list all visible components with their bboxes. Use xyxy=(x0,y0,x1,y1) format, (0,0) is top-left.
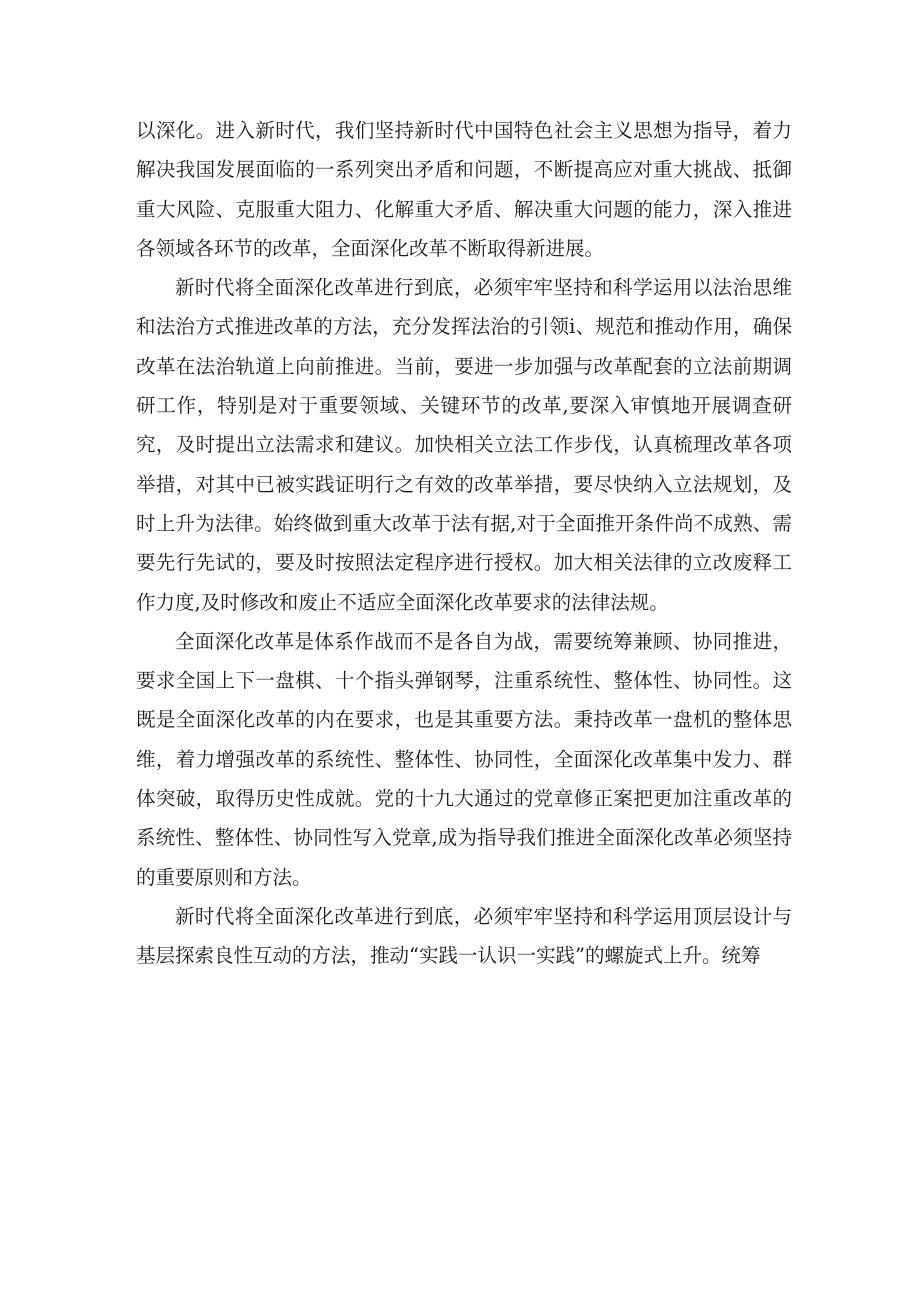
paragraph-3: 全面深化改革是体系作战而不是各自为战，需要统筹兼顾、协同推进，要求全国上下一盘棋、十个指头弹钢琴，注重系统性、整体性、协同性。这既是全面深化改革的内在要求，也是其重要方法。秉持改革一盘机的整体思维，着力增强改革的系统性、整体性、协同性，全面深化改革集中发力、群体突破，取得历史性成就。党的十九大通过的党章修正案把更加注重改革的系统性、整体性、协同性写入党章,成为指导我们推进全面深化改革必须坚持的重要原则和方法。 xyxy=(136,629,792,889)
paragraph-4: 新时代将全面深化改革进行到底，必须牢牢坚持和科学运用顶层设计与基层探索良性互动的方法，推动“实践一认识一实践”的螺旋式上升。统筹 xyxy=(136,904,792,968)
paragraph-2: 新时代将全面深化改革进行到底，必须牢牢坚持和科学运用以法治思维和法治方式推进改革的方法，充分发挥法治的引领i、规范和推动作用，确保改革在法治轨道上向前推进。当前，要进一步加强与改革配套的立法前期调研工作，特别是对于重要领域、关键环节的改革,要深入审慎地开展调查研究，及时提出立法需求和建议。加快相关立法工作步伐，认真梳理改革各项举措，对其中已被实践证明行之有效的改革举措，要尽快纳入立法规划，及时上升为法律。始终做到重大改革于法有据,对于全面推开条件尚不成熟、需要先行先试的，要及时按照法定程序进行授权。加大相关法律的立改废释工作力度,及时修改和废止不适应全面深化改革要求的法律法规。 xyxy=(136,276,792,614)
document-body xyxy=(136,111,792,976)
paragraph-1: 以深化。进入新时代，我们坚持新时代中国特色社会主义思想为指导，着力解决我国发展面临的一系列突出矛盾和问题，不断提高应对重大挑战、抵御重大风险、克服重大阻力、化解重大矛盾、解决重大问题的能力，深入推进各领域各环节的改革，全面深化改革不断取得新进展。 xyxy=(136,119,792,260)
